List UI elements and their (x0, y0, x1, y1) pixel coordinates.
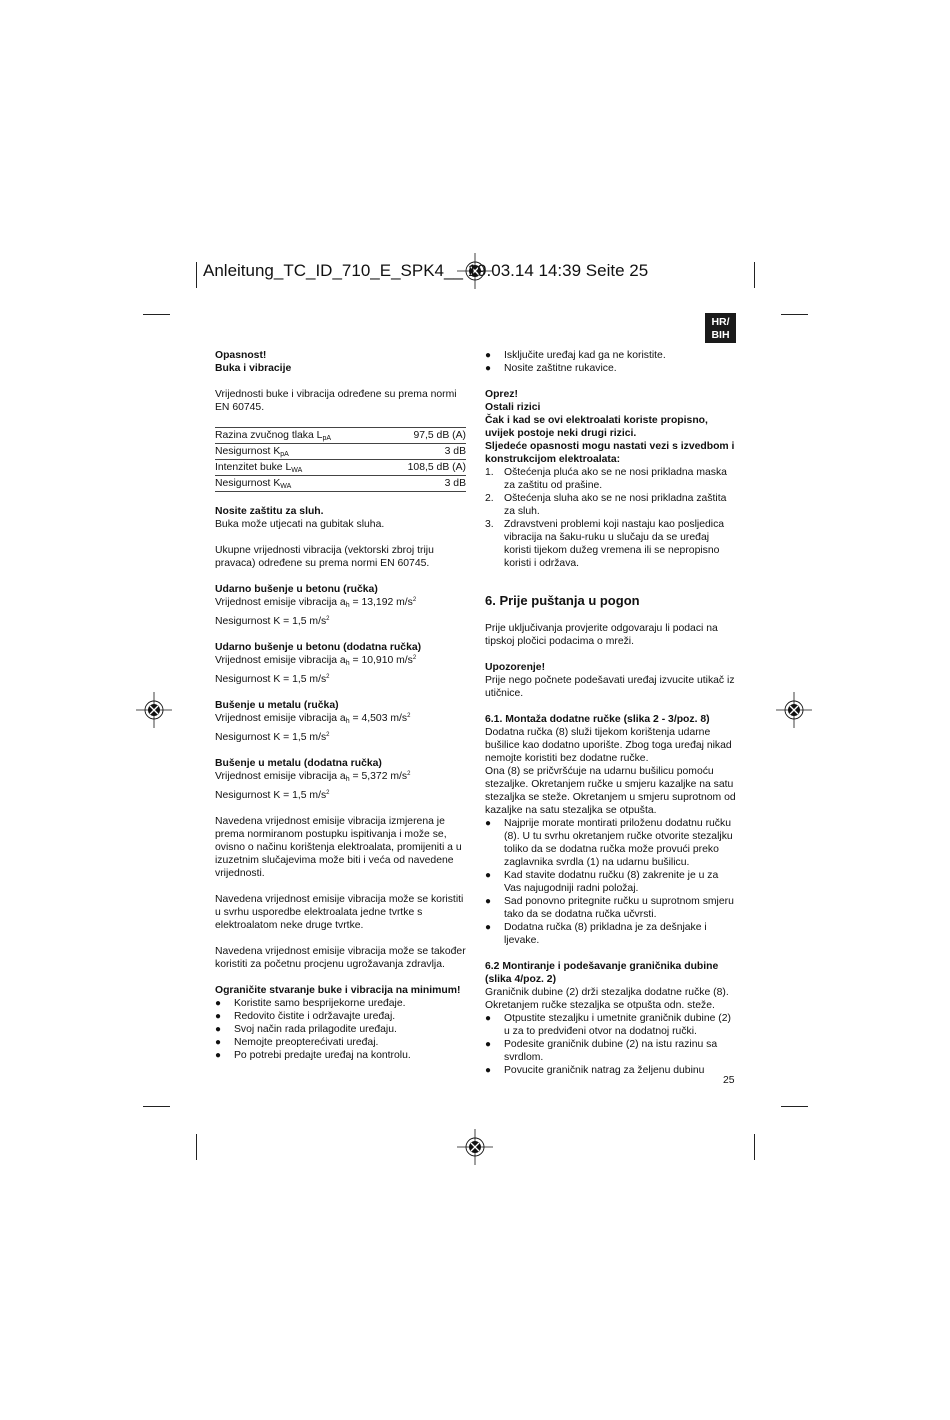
warning-title: Upozorenje! (485, 662, 546, 673)
row-sub: WA (280, 483, 292, 490)
list-item: ● Redovito čistite i održavajte uređaj. (215, 1010, 467, 1023)
list-item: ● Dodatna ručka (8) prikladna je za dešnjake i ljevake. (485, 921, 737, 947)
registration-mark-icon (457, 1129, 493, 1165)
vibration-block (215, 757, 467, 802)
list-item: ● Svoj način rada prilagodite uređaju. (215, 1023, 467, 1036)
limit-title: Ograničite stvaranje buke i vibracija na minimum! (215, 985, 461, 996)
section-6-1-title: 6.1. Montaža dodatne ručke (slika 2 - 3/poz. 8) (485, 714, 710, 725)
limit-list (215, 997, 467, 1062)
crop-mark (754, 1134, 755, 1160)
top-list (485, 349, 737, 375)
section-6-text: Prije uključivanja provjerite odgovaraju li podaci na tipskoj pločici podacima o mreži. (485, 623, 718, 647)
language-badge (705, 313, 736, 343)
table-row (215, 428, 466, 444)
emission-value: = 13,192 m/s (352, 597, 413, 608)
row-value: 97,5 dB (A) (382, 428, 466, 444)
row-sub: pA (322, 435, 331, 442)
section-6-1-text-1: Dodatna ručka (8) služi tijekom korištenja udarne bušilice kao dodatno uporište. Zbog toga uređaj nikad nemojte koristiti bez dodatne ručke. (485, 727, 732, 764)
list-item: ● Nemojte preopterećivati uređaj. (215, 1036, 467, 1049)
vibration-block-title: Udarno bušenje u betonu (ručka) (215, 584, 378, 595)
vibration-total-text: Ukupne vrijednosti vibracija (vektorski zbroj triju pravaca) određene su prema normi EN 60745. (215, 545, 434, 569)
list-item: ● Najprije morate montirati priloženu dodatnu ručku (8). U tu svrhu okretanjem ručke otvorite stezaljku toliko da se dodatna ručka može provući preko zaglavnika svrdla (1) na udarnu bušilicu. (485, 817, 737, 869)
section-6-2-text: Graničnik dubine (2) drži stezaljka dodatne ručke (8). Okretanjem ručke stezaljka se otpušta odn. steže. (485, 987, 729, 1011)
crop-mark (143, 314, 170, 315)
list-item (485, 492, 737, 518)
danger-subtitle: Buka i vibracije (215, 363, 292, 374)
unit-exponent: 2 (412, 597, 417, 603)
crop-mark (196, 1134, 197, 1160)
list-item: ● Sad ponovno pritegnite ručku u suprotnom smjeru tako da se dodatna ručka učvrsti. (485, 895, 737, 921)
unit-exponent: 2 (412, 655, 417, 661)
unit-exponent: 2 (407, 713, 411, 719)
emission-sub: h (345, 660, 350, 667)
row-label: Intenzitet buke L (215, 462, 292, 473)
unit-exponent: 2 (326, 732, 330, 738)
emission-label: Vrijednost emisije vibracija a (215, 713, 346, 724)
uncertainty-text: Nesigurnost K = 1,5 m/s (215, 732, 327, 743)
emission-sub: h (345, 776, 350, 783)
unit-exponent: 2 (326, 790, 330, 796)
left-column (215, 349, 467, 1062)
emission-note-2: Navedena vrijednost emisije vibracija može se koristiti u svrhu usporedbe elektroalata jedne tvrtke s elektroalatom neke druge tvrtke. (215, 894, 464, 931)
item-number: 3. (485, 519, 494, 530)
unit-exponent: 2 (326, 616, 330, 622)
uncertainty-text: Nesigurnost K = 1,5 m/s (215, 790, 327, 801)
list-item: ● Koristite samo besprijekorne uređaje. (215, 997, 467, 1010)
caution-bold-1: Čak i kad se ovi elektroalati koriste propisno, uvijek postoje neki drugi rizici. (485, 415, 708, 439)
list-item: ● Nosite zaštitne rukavice. (485, 362, 737, 375)
section-6-1-text-2: Ona (8) se pričvršćuje na udarnu bušilicu pomoću stezaljke. Okretanjem ručke u smjeru kazaljke na satu stezaljka se steže. Okretanjem u smjeru suprotnom od kazaljke na satu stezaljka se otpušta. (485, 766, 736, 816)
right-column (485, 349, 737, 1077)
page-number: 25 (723, 1075, 735, 1086)
item-number: 1. (485, 467, 494, 478)
emission-note-1: Navedena vrijednost emisije vibracija izmjerena je prema normiranom postupku ispitivanja i može se, ovisno o načinu korištenja elektroalata, promijeniti a u izuzetnim slučajevima može biti i veća od navedene vrijednosti. (215, 816, 462, 879)
list-item: ● Podesite graničnik dubine (2) na istu razinu sa svrdlom. (485, 1038, 737, 1064)
vibration-block-title: Udarno bušenje u betonu (dodatna ručka) (215, 642, 422, 653)
list-item: ● Po potrebi predajte uređaj na kontrolu. (215, 1049, 467, 1062)
list-item: ● Povucite graničnik natrag za željenu dubinu (485, 1064, 737, 1077)
section-6-2-title: 6.2 Montiranje i podešavanje graničnika dubine (slika 4/poz. 2) (485, 961, 719, 985)
list-item: ● Otpustite stezaljku i umetnite graničnik dubine (2) u za to predviđeni otvor na dodatnoj ručki. (485, 1012, 737, 1038)
item-text: Zdravstveni problemi koji nastaju kao posljedica vibracija na šaku-ruku u slučaju da se uređaj koristi tijekom dužeg vremena ili se nepropisno koristi i održava. (504, 519, 725, 569)
list-item (485, 518, 737, 570)
table-row (215, 476, 466, 492)
vibration-block (215, 699, 467, 744)
danger-title: Opasnost! (215, 350, 267, 361)
unit-exponent: 2 (407, 771, 411, 777)
registration-mark-icon (136, 692, 172, 728)
vibration-block (215, 583, 467, 628)
emission-label: Vrijednost emisije vibracija a (215, 655, 346, 666)
crop-mark (143, 1106, 170, 1107)
crop-mark (196, 262, 197, 288)
uncertainty-text: Nesigurnost K = 1,5 m/s (215, 616, 327, 627)
print-header: Anleitung_TC_ID_710_E_SPK4__ 19.03.14 14:39 Seite 25 (203, 261, 649, 280)
risk-list (485, 466, 737, 570)
item-text: Oštećenja pluća ako se ne nosi prikladna maska za zaštitu od prašine. (504, 467, 727, 491)
vibration-block-title: Bušenje u metalu (dodatna ručka) (215, 758, 382, 769)
row-sub: WA (291, 467, 303, 474)
row-value: 3 dB (382, 444, 466, 460)
list-item (485, 466, 737, 492)
item-number: 2. (485, 493, 494, 504)
ear-protection-title: Nosite zaštitu za sluh. (215, 506, 324, 517)
crop-mark (781, 1106, 808, 1107)
badge-line-1: HR/ (711, 316, 730, 328)
table-row (215, 444, 466, 460)
list-item: ● Kad stavite dodatnu ručku (8) zakrenite je u za Vas najugodniji radni položaj. (485, 869, 737, 895)
caution-bold-2: Sljedeće opasnosti mogu nastati vezi s izvedbom i konstrukcijom elektroalata: (485, 441, 735, 465)
emission-value: = 10,910 m/s (352, 655, 413, 666)
table-row (215, 460, 466, 476)
row-sub: pA (280, 451, 289, 458)
caution-subtitle: Ostali rizici (485, 402, 541, 413)
section-6-title: 6. Prije puštanja u pogon (485, 593, 640, 608)
emission-label: Vrijednost emisije vibracija a (215, 771, 346, 782)
section-6-2-list (485, 1012, 737, 1077)
registration-mark-icon (776, 692, 812, 728)
uncertainty-text: Nesigurnost K = 1,5 m/s (215, 674, 327, 685)
item-text: Oštećenja sluha ako se ne nosi prikladna zaštita za sluh. (504, 493, 727, 517)
row-label: Nesigurnost K (215, 446, 281, 457)
unit-exponent: 2 (326, 674, 330, 680)
emission-value: = 5,372 m/s (352, 771, 408, 782)
ear-protection-text: Buka može utjecati na gubitak sluha. (215, 519, 385, 530)
intro-text: Vrijednosti buke i vibracija određene su prema normi EN 60745. (215, 389, 457, 413)
row-value: 108,5 dB (A) (382, 460, 466, 476)
emission-sub: h (345, 718, 350, 725)
row-label: Nesigurnost K (215, 478, 281, 489)
list-item: ● Isključite uređaj kad ga ne koristite. (485, 349, 737, 362)
emission-value: = 4,503 m/s (352, 713, 408, 724)
caution-title: Oprez! (485, 389, 518, 400)
crop-mark (754, 262, 755, 288)
noise-table (215, 427, 466, 492)
section-6-1-list (485, 817, 737, 947)
crop-mark (781, 314, 808, 315)
emission-note-3: Navedena vrijednost emisije vibracija može se također koristiti za početnu procjenu ugrožavanja zdravlja. (215, 946, 466, 970)
badge-line-2: BIH (711, 329, 730, 341)
vibration-block (215, 641, 467, 686)
vibration-block-title: Bušenje u metalu (ručka) (215, 700, 339, 711)
warning-text: Prije nego počnete podešavati uređaj izvucite utikač iz utičnice. (485, 675, 735, 699)
emission-sub: h (345, 602, 350, 609)
emission-label: Vrijednost emisije vibracija a (215, 597, 346, 608)
row-value: 3 dB (382, 476, 466, 492)
row-label: Razina zvučnog tlaka L (215, 430, 323, 441)
